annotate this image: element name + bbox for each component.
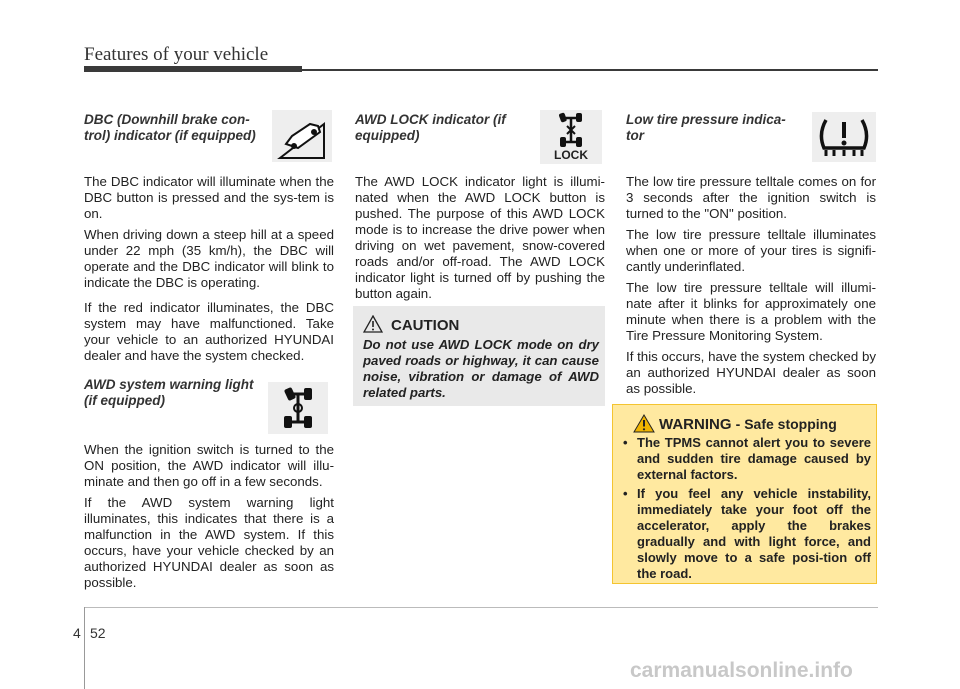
dbc-heading: DBC (Downhill brake con-trol) indicator (if equipped) xyxy=(84,112,256,143)
warning-bullet: • The TPMS cannot alert you to severe and sudden tire damage caused by external factors. xyxy=(623,435,871,482)
footer-divider xyxy=(84,607,85,689)
page-header-title: Features of your vehicle xyxy=(84,44,269,65)
dbc-paragraph-3: If the red indicator illuminates, the DBC system may have malfunctioned. Take your vehicle to an authorized HYUNDAI dealer and have the system checked. xyxy=(84,300,334,363)
awd-lock-icon xyxy=(540,110,602,164)
caution-text: Do not use AWD LOCK mode on dry paved roads or highway, it can cause noise, vibration or damage of AWD related parts. xyxy=(363,337,599,400)
awd-warning-heading: AWD system warning light (if equipped) xyxy=(84,377,254,408)
tire-paragraph-1: The low tire pressure telltale comes on for 3 seconds after the ignition switch is turned to the "ON" position. xyxy=(626,174,876,221)
lock-icon-label: LOCK xyxy=(554,148,588,162)
caution-title: CAUTION xyxy=(391,317,460,334)
caution-box xyxy=(353,306,605,406)
tire-pressure-heading: Low tire pressure indica-tor xyxy=(626,112,786,143)
tire-pressure-icon xyxy=(812,112,876,162)
warning-triangle-icon xyxy=(633,414,655,433)
awd-paragraph-2: If the AWD system warning light illuminates, this indicates that there is a malfunction in the AWD system. If this occurs, have your vehicle checked by an authorized HYUNDAI dealer as soon as possible. xyxy=(84,495,334,590)
header-rule-thin xyxy=(300,69,878,71)
awd-lock-paragraph: The AWD LOCK indicator light is illumi-nated when the AWD LOCK button is pushed. The purpose of this AWD LOCK mode is to increase the drive power when driving on wet pavement, snow-covered roads and/or off-road. The AWD LOCK indicator light is turned off by pushing the button again. xyxy=(355,174,605,301)
awd-paragraph-1: When the ignition switch is turned to the ON position, the AWD indicator will illu-minate and then go off in a few seconds. xyxy=(84,442,334,489)
dbc-paragraph-1: The DBC indicator will illuminate when the DBC button is pressed and the sys-tem is on. xyxy=(84,174,334,221)
dbc-indicator-icon xyxy=(272,110,332,162)
tire-paragraph-4: If this occurs, have the system checked by an authorized HYUNDAI dealer as soon as possible. xyxy=(626,349,876,396)
warning-title: WARNING xyxy=(659,416,732,433)
warning-box xyxy=(612,404,877,584)
tire-paragraph-3: The low tire pressure telltale will illumi-nate after it blinks for approximately one minute when there is a problem with the Tire Pressure Monitoring System. xyxy=(626,280,876,343)
warning-subtitle: - Safe stopping xyxy=(735,416,837,432)
tire-paragraph-2: The low tire pressure telltale illuminates when one or more of your tires is signifi-cantly underinflated. xyxy=(626,227,876,274)
awd-lock-heading: AWD LOCK indicator (if equipped) xyxy=(355,112,506,143)
page-number: 52 xyxy=(90,625,106,641)
dbc-paragraph-2: When driving down a steep hill at a speed under 22 mph (35 km/h), the DBC will operate and the DBC indicator will blink to indicate the DBC is operating. xyxy=(84,227,334,290)
warning-bullet: • If you feel any vehicle instability, immediately take your foot off the accelerator, apply the brakes gradually and with light force, and slowly move to a safe posi-tion off the road. xyxy=(623,486,871,581)
header-rule-thick xyxy=(84,66,302,72)
awd-warning-icon xyxy=(268,382,328,434)
caution-triangle-icon xyxy=(363,315,383,333)
watermark: carmanualsonline.info xyxy=(630,659,853,682)
section-number: 4 xyxy=(73,625,81,641)
footer-rule xyxy=(84,607,878,608)
